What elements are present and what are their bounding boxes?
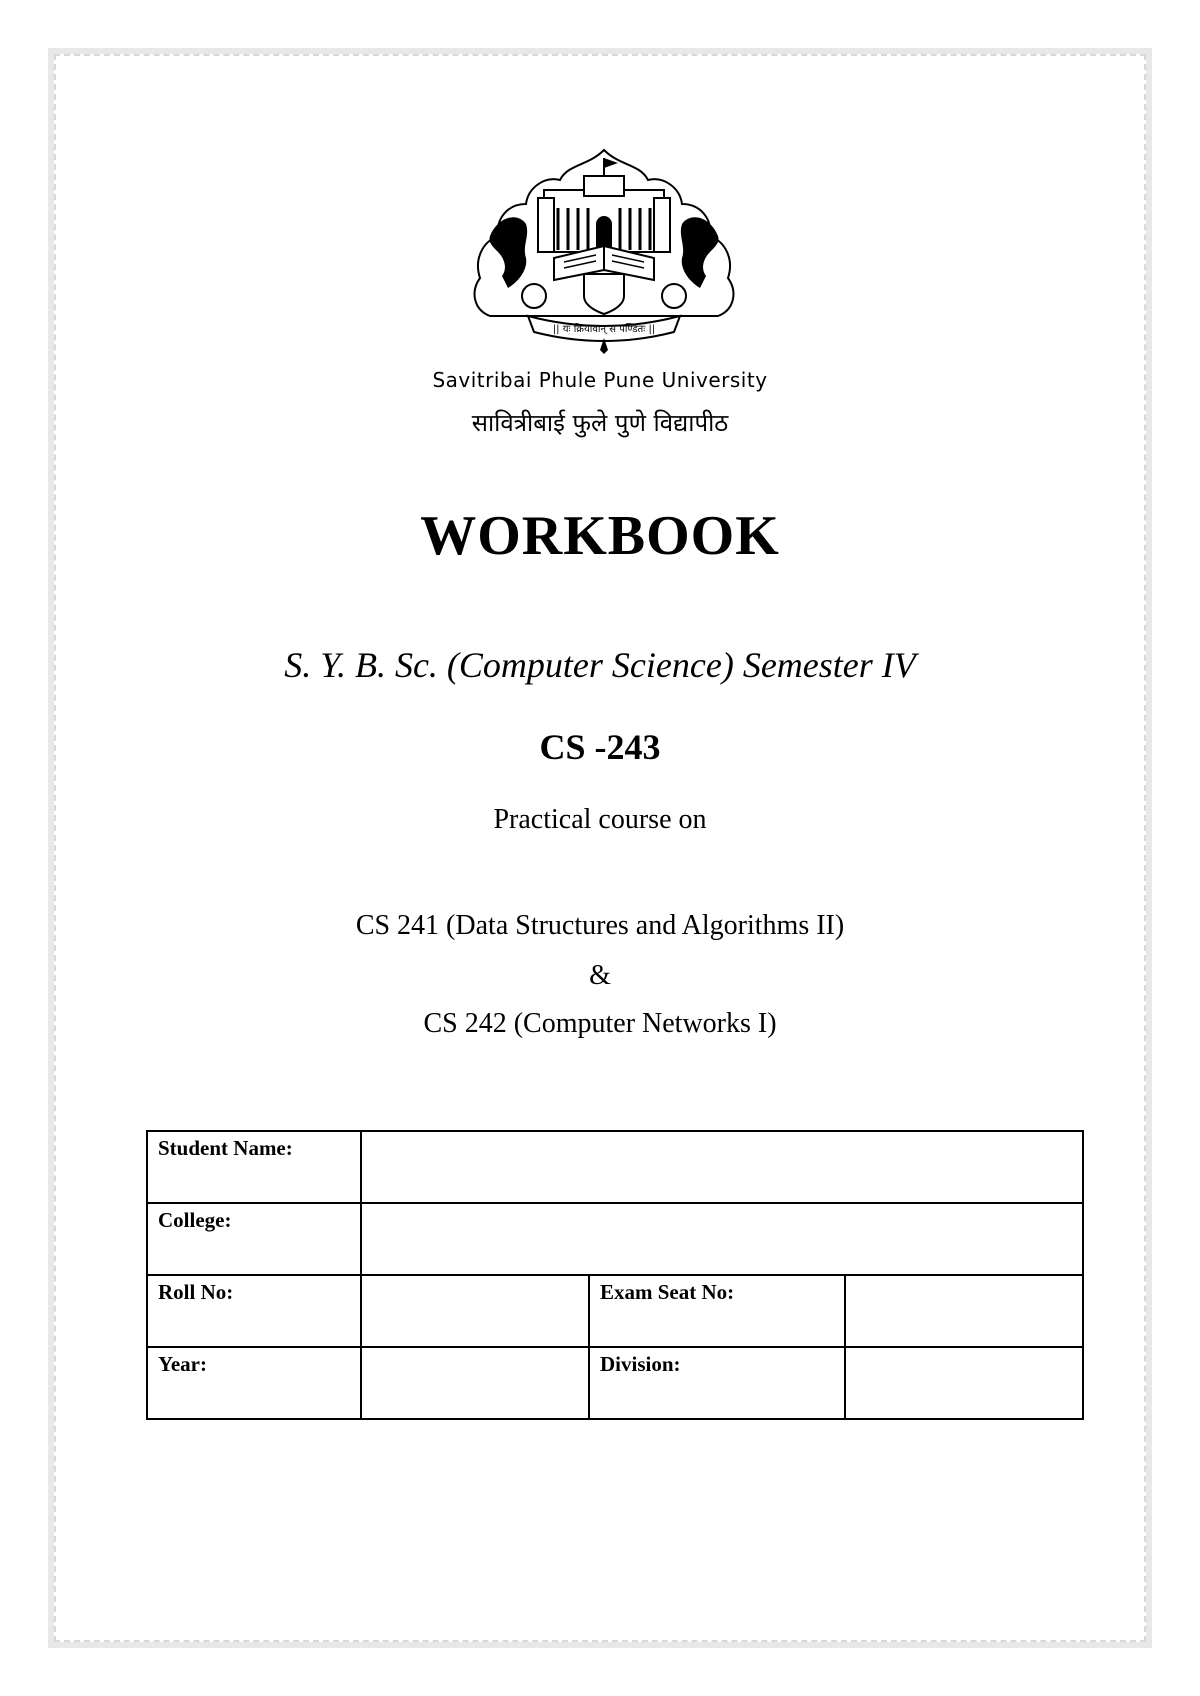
roll-no-field[interactable] [361, 1275, 589, 1347]
year-field[interactable] [361, 1347, 589, 1419]
division-label: Division: [589, 1347, 845, 1419]
course-separator: & [589, 960, 611, 991]
roll-no-label: Roll No: [147, 1275, 361, 1347]
college-field[interactable] [361, 1203, 1083, 1275]
course-code: CS -243 [539, 727, 661, 767]
university-logo [468, 146, 740, 356]
year-label: Year: [147, 1347, 361, 1419]
table-row [147, 1203, 1083, 1275]
student-name-field[interactable] [361, 1131, 1083, 1203]
student-info-table [146, 1130, 1084, 1420]
course-first: CS 241 (Data Structures and Algorithms II) [355, 910, 845, 941]
student-name-label: Student Name: [147, 1131, 361, 1203]
table-row [147, 1347, 1083, 1419]
table-row [147, 1275, 1083, 1347]
document-title: WORKBOOK [420, 505, 780, 567]
university-name-marathi: सावित्रीबाई फुले पुणे विद्यापीठ [471, 409, 729, 437]
table-row [147, 1131, 1083, 1203]
university-name-english: Savitribai Phule Pune University [432, 368, 768, 392]
division-field[interactable] [845, 1347, 1083, 1419]
practical-course-text: Practical course on [493, 804, 707, 835]
college-label: College: [147, 1203, 361, 1275]
exam-seat-label: Exam Seat No: [589, 1275, 845, 1347]
exam-seat-field[interactable] [845, 1275, 1083, 1347]
logo-motto: || यः क्रियावान् स पण्डितः || [552, 324, 656, 335]
class-subtitle: S. Y. B. Sc. (Computer Science) Semester IV [284, 645, 916, 685]
course-second: CS 242 (Computer Networks I) [423, 1008, 777, 1039]
